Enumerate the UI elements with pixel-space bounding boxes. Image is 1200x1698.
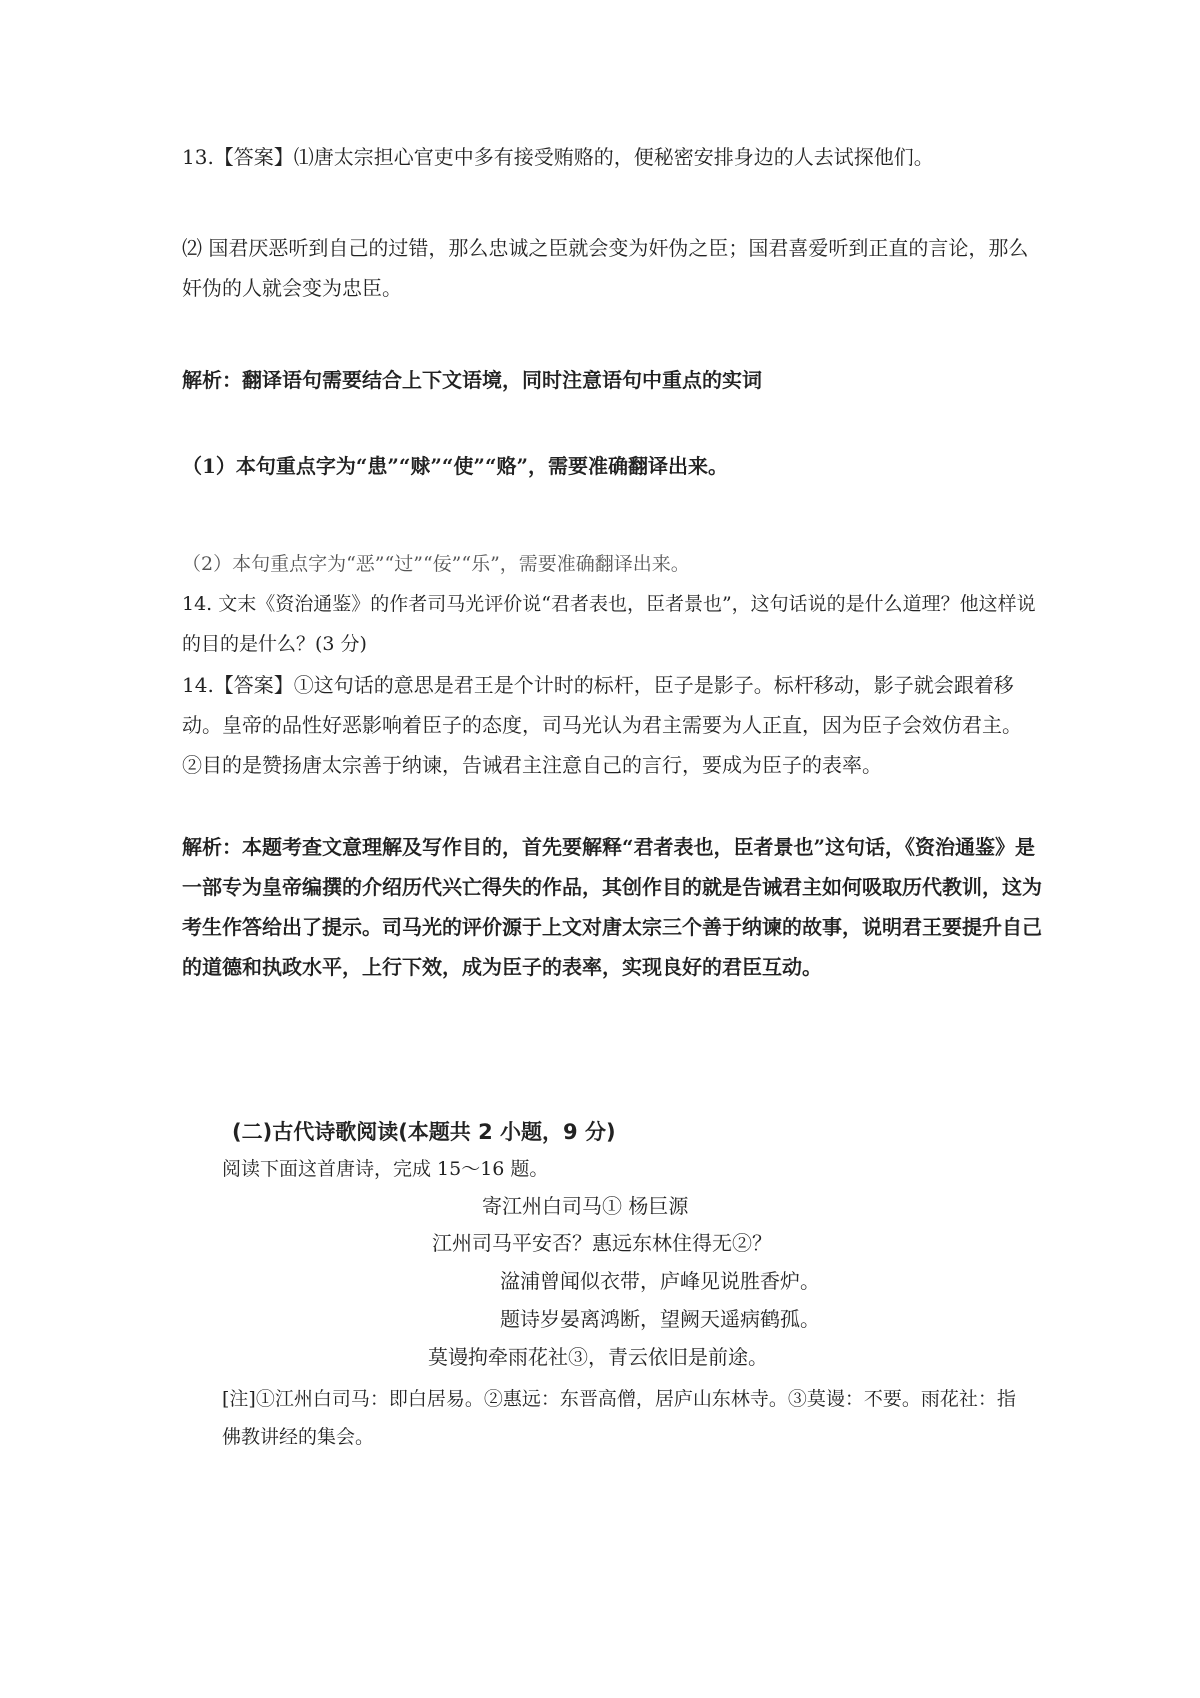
poem-title: 寄江州白司马① 杨巨源 — [482, 1194, 689, 1218]
poem-line: 莫谩拘牵雨花社③，青云依旧是前途。 — [428, 1345, 768, 1369]
q14-question: 14. 文末《资治通鉴》的作者司马光评价说“君者表也，臣者景也”，这句话说的是什么道理？他这样说的目的是什么？(3 分) — [182, 593, 1036, 655]
poem-notes: [注]①江州白司马：即白居易。②惠远：东晋高僧，居庐山东林寺。③莫谩：不要。雨花社：指佛教讲经的集会。 — [222, 1388, 1016, 1448]
q13-analysis-intro: 解析：翻译语句需要结合上下文语境，同时注意语句中重点的实词 — [182, 368, 762, 392]
poem-line: 江州司马平安否？惠远东林住得无②？ — [432, 1231, 772, 1255]
poem-line: 湓浦曾闻似衣带，庐峰见说胜香炉。 — [500, 1269, 820, 1293]
q13-answer-1: 13.【答案】⑴唐太宗担心官吏中多有接受贿赂的，便秘密安排身边的人去试探他们。 — [182, 145, 934, 169]
q14-analysis: 解析：本题考查文意理解及写作目的，首先要解释“君者表也，臣者景也”这句话，《资治通鉴》是一部专为皇帝编撰的介绍历代兴亡得失的作品，其创作目的就是告诫君主如何吸取历代教训，这为考生作答给出了提示。司马光的评价源于上文对唐太宗三个善于纳谏的故事，说明君王要提升自己的道德和执政水平，上行下效，成为臣子的表率，实现良好的君臣互动。 — [182, 835, 1042, 979]
q13-answer-2: ⑵ 国君厌恶听到自己的过错，那么忠诚之臣就会变为奸伪之臣；国君喜爱听到正直的言论，那么奸伪的人就会变为忠臣。 — [182, 236, 1029, 300]
section2-instruction: 阅读下面这首唐诗，完成 15～16 题。 — [222, 1158, 549, 1180]
q14-answer: 14.【答案】①这句话的意思是君王是个计时的标杆，臣子是影子。标杆移动，影子就会跟着移动。皇帝的品性好恶影响着臣子的态度，司马光认为君主需要为人正直，因为臣子会效仿君主。 ②目的是赞扬唐太宗善于纳谏，告诫君主注意自己的言行，要成为臣子的表率。 — [182, 673, 1032, 777]
poem-line: 题诗岁晏离鸿断，望阙天遥病鹤孤。 — [500, 1307, 820, 1331]
section2-heading: (二)古代诗歌阅读(本题共 2 小题，9 分) — [232, 1120, 616, 1144]
q13-analysis-item-1: （1）本句重点字为“患”“赇”“使”“赂”，需要准确翻译出来。 — [182, 454, 728, 478]
q13-analysis-item-2: （2）本句重点字为“恶”“过”“佞”“乐”，需要准确翻译出来。 — [182, 553, 690, 575]
